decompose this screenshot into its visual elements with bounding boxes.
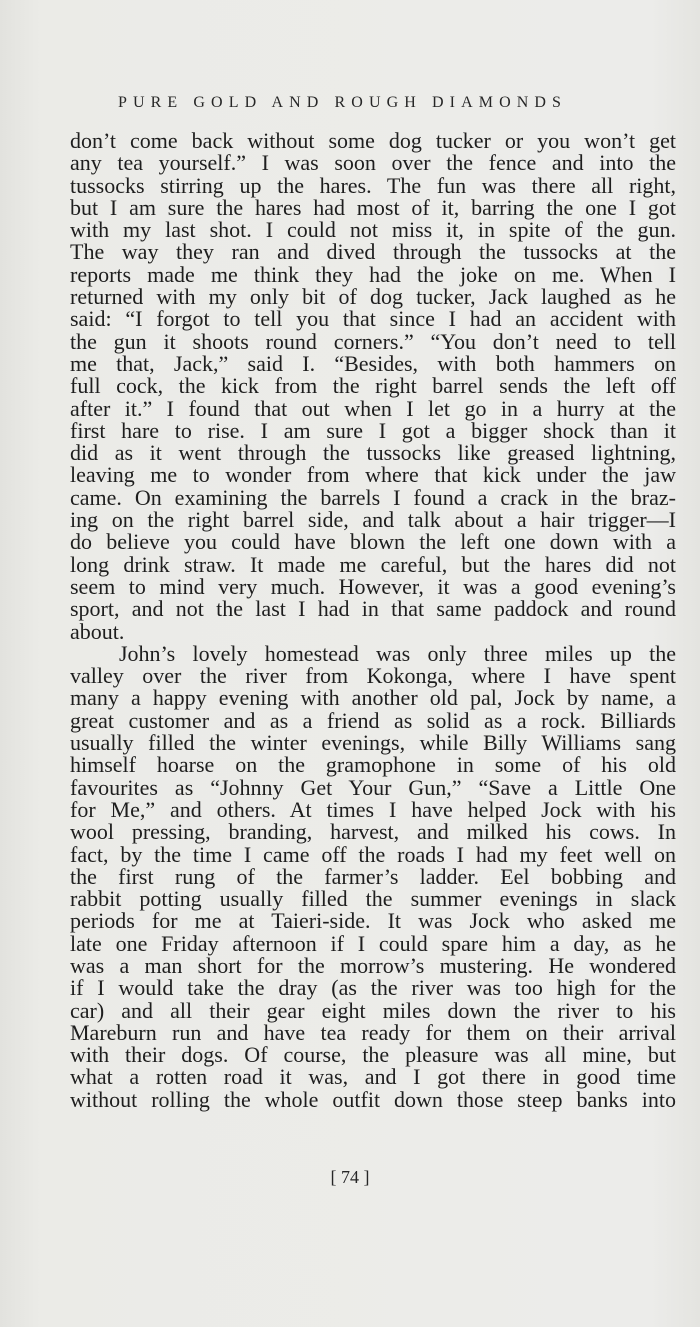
- text-line: without rolling the whole outfit down those steep banks into: [70, 1086, 676, 1112]
- text-line: the gun it shoots round corners.” “You don’t need to tell: [70, 328, 676, 354]
- text-line: ing on the right barrel side, and talk about a hair trigger—I: [70, 507, 676, 533]
- text-line: came. On examining the barrels I found a crack in the braz-: [70, 484, 676, 510]
- paragraph: [70, 640, 676, 1112]
- text-line: many a happy evening with another old pal, Jock by name, a: [70, 685, 676, 711]
- text-line: seem to mind very much. However, it was a good evening’s: [70, 573, 676, 599]
- text-line: wool pressing, branding, harvest, and milked his cows. In: [70, 819, 676, 845]
- text-line: Mareburn run and have tea ready for them on their arrival: [70, 1019, 676, 1045]
- text-line: said: “I forgot to tell you that since I had an accident with: [70, 306, 676, 332]
- text-line: late one Friday afternoon if I could spare him a day, as he: [70, 930, 676, 956]
- text-line: me that, Jack,” said I. “Besides, with both hammers on: [70, 350, 676, 376]
- text-line: fact, by the time I came off the roads I had my feet well on: [70, 841, 676, 867]
- text-line: was a man short for the morrow’s mustering. He wondered: [70, 952, 676, 978]
- text-line: car) and all their gear eight miles down the river to his: [70, 997, 676, 1023]
- text-line: do believe you could have blown the left one down with a: [70, 529, 676, 555]
- text-line: the first rung of the farmer’s ladder. Eel bobbing and: [70, 863, 676, 889]
- text-line: periods for me at Taieri-side. It was Jock who asked me: [70, 908, 676, 934]
- text-line: reports made me think they had the joke on me. When I: [70, 261, 676, 287]
- text-line: The way they ran and dived through the tussocks at the: [70, 239, 676, 265]
- paragraph: [70, 130, 676, 643]
- text-line: returned with my only bit of dog tucker, Jack laughed as he: [70, 284, 676, 310]
- text-line: leaving me to wonder from where that kick under the jaw: [70, 462, 676, 488]
- text-line: John’s lovely homestead was only three miles up the: [119, 640, 676, 666]
- text-line: tussocks stirring up the hares. The fun was there all right,: [70, 172, 676, 198]
- running-head: PURE GOLD AND ROUGH DIAMONDS: [118, 94, 568, 111]
- text-line: about.: [70, 618, 125, 644]
- text-line: after it.” I found that out when I let go in a hurry at the: [70, 395, 676, 421]
- text-line: but I am sure the hares had most of it, barring the one I got: [70, 194, 676, 220]
- text-line: any tea yourself.” I was soon over the fence and into the: [70, 150, 676, 176]
- text-line: himself hoarse on the gramophone in some of his old: [70, 752, 676, 778]
- text-line: long drink straw. It made me careful, but the hares did not: [70, 551, 676, 577]
- text-line: with my last shot. I could not miss it, in spite of the gun.: [70, 217, 676, 243]
- text-line: don’t come back without some dog tucker or you won’t get: [70, 128, 676, 153]
- text-line: great customer and as a friend as solid as a rock. Billiards: [70, 707, 676, 733]
- text-line: what a rotten road it was, and I got there in good time: [70, 1064, 676, 1090]
- text-line: favourites as “Johnny Get Your Gun,” “Save a Little One: [70, 774, 676, 800]
- text-line: if I would take the dray (as the river was too high for the: [70, 975, 676, 1001]
- text-line: for Me,” and others. At times I have helped Jock with his: [70, 796, 676, 822]
- text-line: with their dogs. Of course, the pleasure was all mine, but: [70, 1042, 676, 1068]
- body-text: [70, 130, 676, 1111]
- text-line: full cock, the kick from the right barrel sends the left off: [70, 373, 676, 399]
- text-line: valley over the river from Kokonga, where I have spent: [70, 663, 676, 689]
- text-line: sport, and not the last I had in that same paddock and round: [70, 596, 676, 622]
- text-line: rabbit potting usually filled the summer evenings in slack: [70, 886, 676, 912]
- page-number: [ 74 ]: [330, 1167, 370, 1187]
- text-line: usually filled the winter evenings, while Billy Williams sang: [70, 730, 676, 756]
- text-line: did as it went through the tussocks like greased lightning,: [70, 440, 676, 466]
- text-line: first hare to rise. I am sure I got a bigger shock than it: [70, 417, 676, 443]
